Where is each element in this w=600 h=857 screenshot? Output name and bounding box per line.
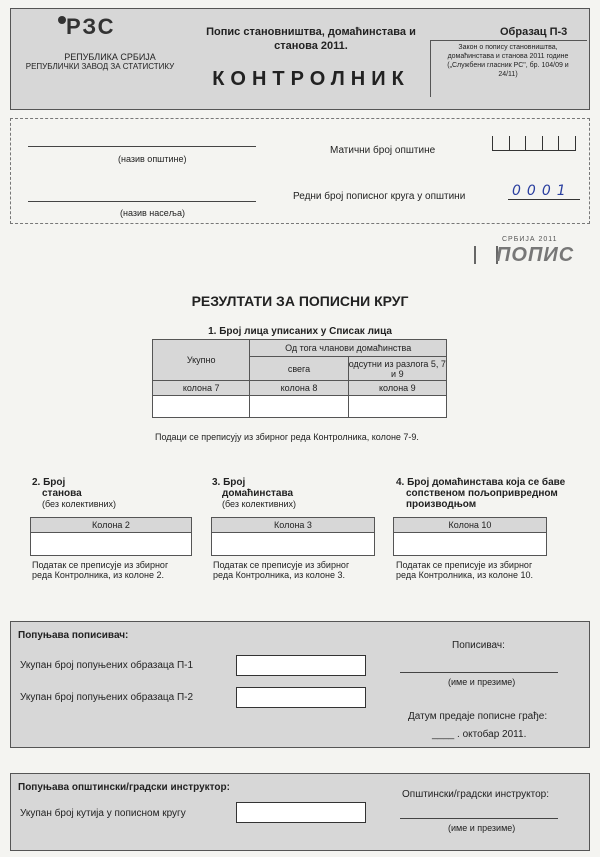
total-header: Укупно bbox=[153, 340, 250, 381]
section3-col-header: Колона 3 bbox=[211, 517, 375, 533]
law-reference-3: („Службени гласник РС", бр. 104/09 и bbox=[447, 62, 569, 69]
section1-note: Подаци се преписују из збирног реда Контролника, колоне 7-9. bbox=[155, 432, 419, 442]
municipality-id-label: Матични број општине bbox=[330, 145, 436, 156]
section2-note2: реда Контролника, из колоне 2. bbox=[32, 570, 164, 580]
logo-text: РЗС bbox=[66, 14, 116, 39]
circle-number-boxes[interactable] bbox=[508, 183, 580, 200]
results-title: РЕЗУЛТАТИ ЗА ПОПИСНИ КРУГ bbox=[191, 293, 409, 309]
institute-name: РЕПУБЛИЧКИ ЗАВОД ЗА СТАТИСТИКУ bbox=[25, 62, 175, 71]
col9-header: колона 9 bbox=[348, 381, 446, 396]
form-title: КОНТРОЛНИК bbox=[212, 68, 410, 90]
boxes-input[interactable] bbox=[236, 802, 366, 823]
persons-table bbox=[152, 339, 447, 418]
of-which-header: Од тога чланови домаћинства bbox=[250, 340, 447, 357]
census-logo-top: СРБИЈА 2011 bbox=[502, 236, 558, 243]
census-title-1: Попис становништва, домаћинстава и bbox=[206, 26, 416, 38]
circle-number-value: 0001 bbox=[512, 183, 572, 199]
section3-num: 3. Број bbox=[212, 477, 246, 488]
section1-title: 1. Број лица уписаних у Списак лица bbox=[208, 326, 392, 337]
total-input[interactable] bbox=[153, 396, 250, 418]
municipality-id-boxes[interactable] bbox=[492, 136, 576, 151]
form-code: Образац П-3 bbox=[500, 26, 568, 38]
logo-dot-icon bbox=[58, 16, 66, 24]
section4-note1: Податак се преписује из збирног bbox=[396, 560, 533, 570]
law-reference-4: 24/11) bbox=[498, 71, 518, 78]
instructor-signer-label: Општински/градски инструктор: bbox=[402, 789, 549, 800]
rzs-logo bbox=[58, 14, 116, 40]
all-input[interactable] bbox=[250, 396, 348, 418]
section2-sub: (без колективних) bbox=[42, 499, 117, 509]
census-logo-icon bbox=[474, 246, 498, 264]
date-value[interactable]: ____ . октобар 2011. bbox=[432, 729, 527, 740]
law-reference-2: домаћинстава и станова 2011 године bbox=[447, 53, 569, 60]
enumerator-name-label: (име и презиме) bbox=[448, 677, 516, 687]
section2-input[interactable] bbox=[30, 532, 192, 556]
p1-label: Укупан број попуњених образаца П-1 bbox=[20, 660, 194, 671]
all-header: свега bbox=[250, 357, 348, 381]
absent-input[interactable] bbox=[348, 396, 446, 418]
col7-header: колона 7 bbox=[153, 381, 250, 396]
circle-number-label: Редни број пописног круга у општини bbox=[293, 191, 466, 202]
section4-input[interactable] bbox=[393, 532, 547, 556]
absent-header: одсутни из разлога 5, 7 и 9 bbox=[348, 358, 446, 379]
census-logo bbox=[474, 236, 584, 272]
section3-note2: реда Контролника, из колоне 3. bbox=[213, 570, 345, 580]
section4-num: 4. Број домаћинстава која се баве bbox=[396, 477, 566, 488]
section2-note1: Податак се преписује из збирног bbox=[32, 560, 169, 570]
section3 bbox=[212, 477, 382, 509]
section3-title: домаћинстава bbox=[222, 488, 294, 499]
section2 bbox=[32, 477, 192, 509]
law-reference-1: Закон о попису становништва, bbox=[458, 44, 558, 51]
section3-input[interactable] bbox=[211, 532, 375, 556]
section4-title: сопственом пољопривредном bbox=[406, 488, 558, 499]
instructor-title: Попуњава општински/градски инструктор: bbox=[18, 782, 230, 793]
enumerator-title: Попуњава пописивач: bbox=[18, 630, 129, 641]
enumerator-signer-label: Пописивач: bbox=[452, 640, 505, 651]
settlement-name-label: (назив насеља) bbox=[120, 208, 185, 218]
section2-num: 2. Број bbox=[32, 477, 66, 488]
municipality-name-line[interactable] bbox=[28, 146, 256, 147]
instructor-name-label: (име и презиме) bbox=[448, 823, 516, 833]
section4-sub: производњом bbox=[406, 499, 477, 510]
settlement-name-line[interactable] bbox=[28, 201, 256, 202]
section4 bbox=[396, 477, 596, 510]
p2-label: Укупан број попуњених образаца П-2 bbox=[20, 692, 194, 703]
section4-note2: реда Контролника, из колоне 10. bbox=[396, 570, 533, 580]
date-label: Датум предаје пописне грађе: bbox=[408, 711, 548, 722]
republic-name: РЕПУБЛИКА СРБИЈА bbox=[64, 52, 156, 62]
census-title-2: станова 2011. bbox=[274, 40, 348, 52]
census-logo-word: ПОПИС bbox=[496, 244, 575, 266]
section2-col-header: Колона 2 bbox=[30, 517, 192, 533]
col8-header: колона 8 bbox=[250, 381, 348, 396]
section2-title: станова bbox=[42, 488, 82, 499]
instructor-name-line[interactable] bbox=[400, 818, 558, 819]
section4-col-header: Колона 10 bbox=[393, 517, 547, 533]
section3-note1: Податак се преписује из збирног bbox=[213, 560, 350, 570]
p1-input[interactable] bbox=[236, 655, 366, 676]
boxes-label: Укупан број кутија у пописном кругу bbox=[20, 808, 186, 819]
municipality-name-label: (назив општине) bbox=[118, 154, 187, 164]
section3-sub: (без колективних) bbox=[222, 499, 297, 509]
p2-input[interactable] bbox=[236, 687, 366, 708]
enumerator-name-line[interactable] bbox=[400, 672, 558, 673]
identification-panel bbox=[10, 118, 590, 224]
